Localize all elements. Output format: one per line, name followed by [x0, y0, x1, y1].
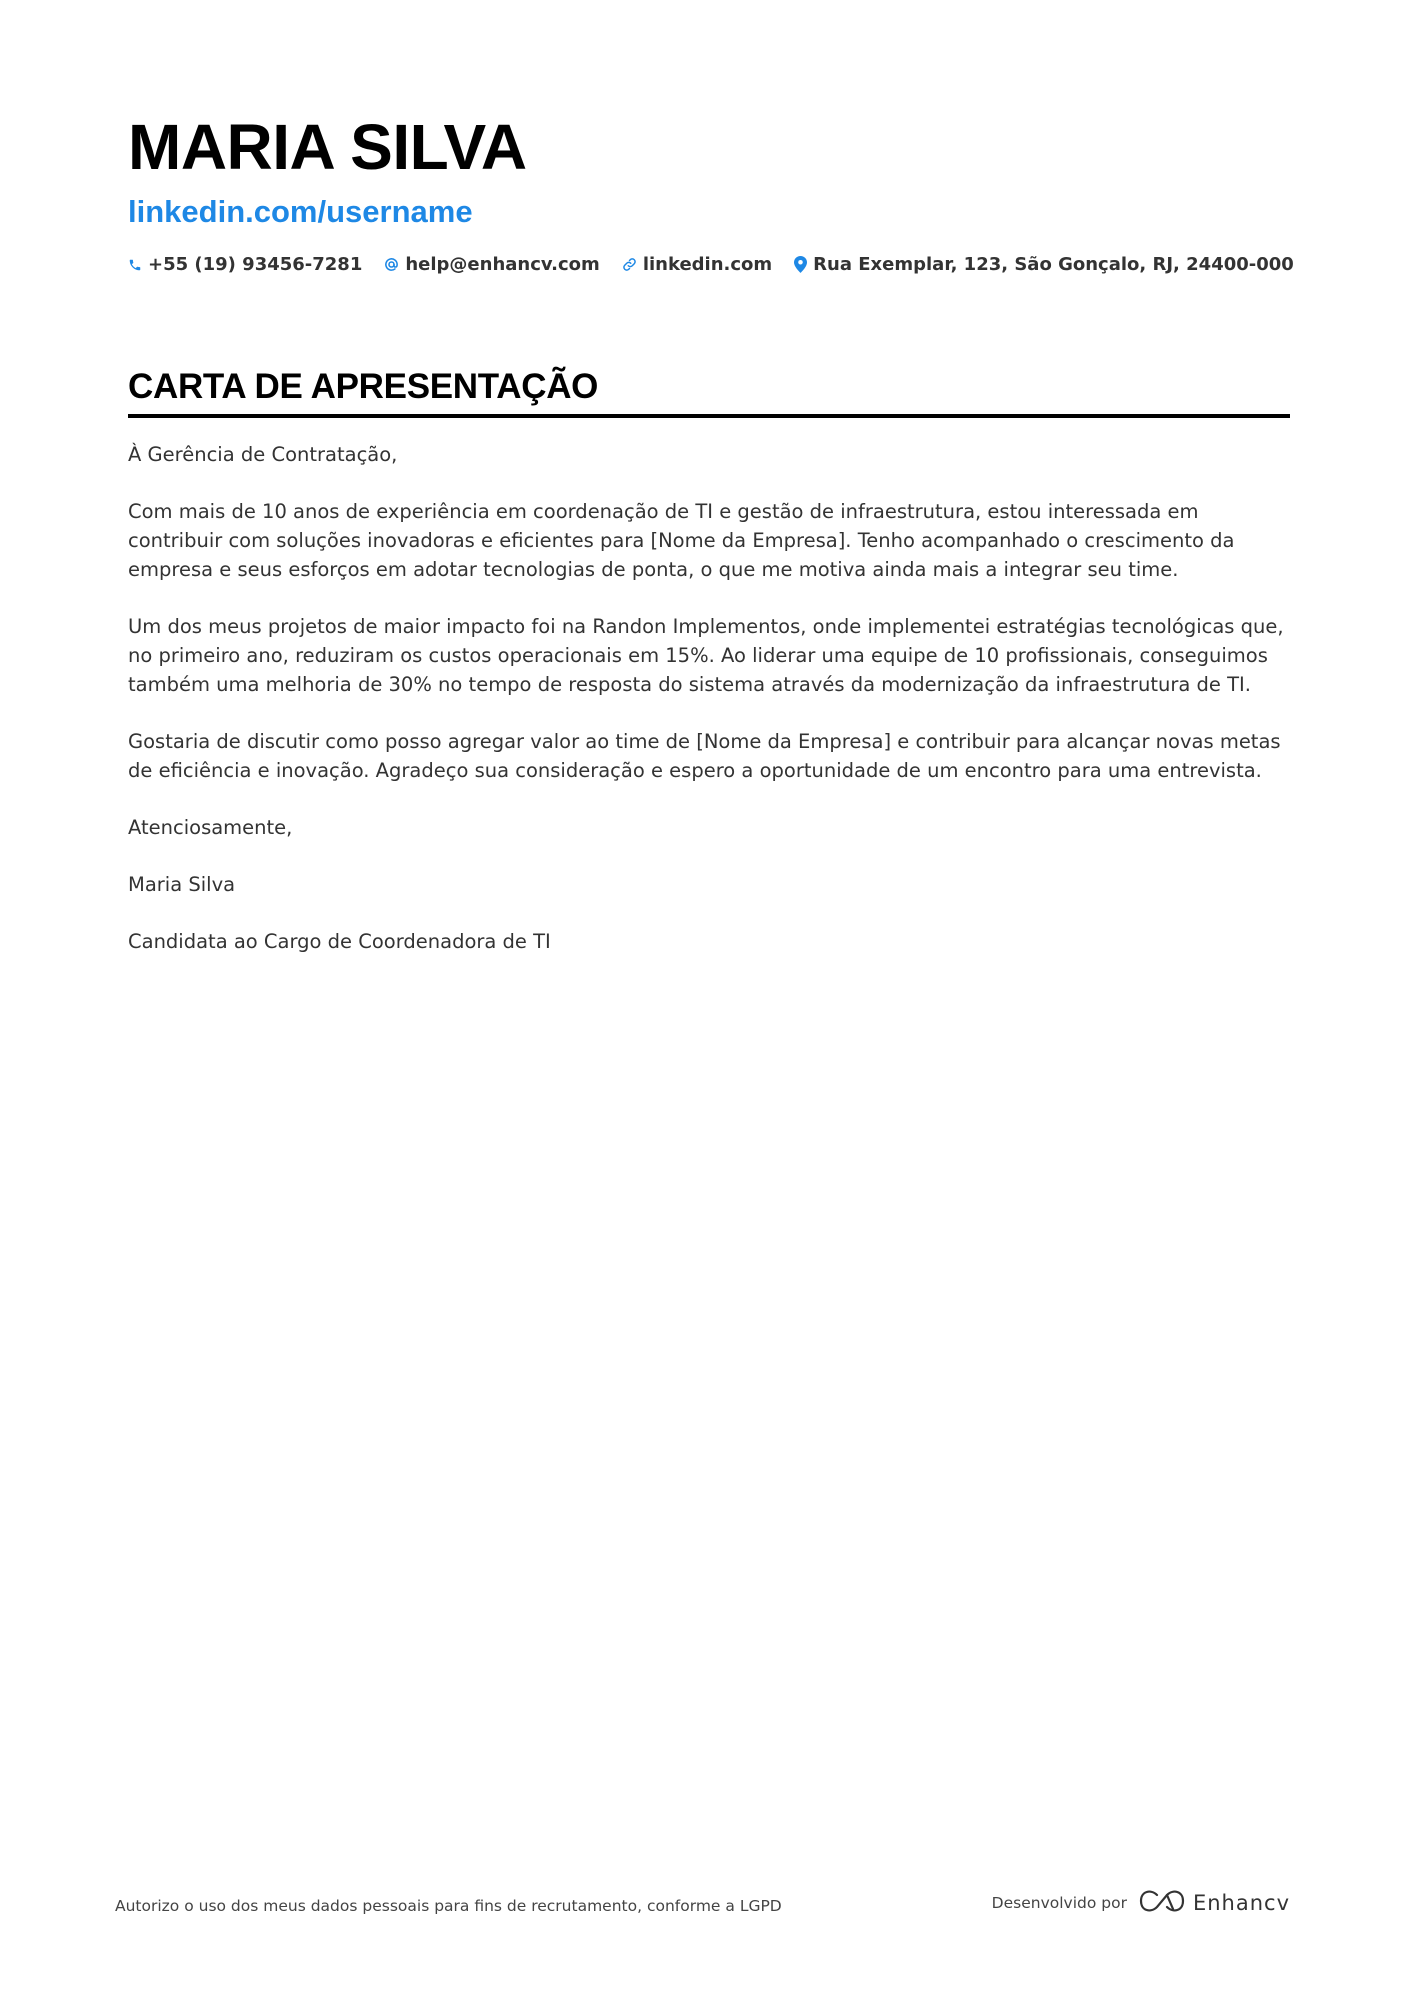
candidate-name: MARIA SILVA [128, 111, 527, 183]
brand-name: Enhancv [1192, 1891, 1290, 1915]
cover-letter-section [128, 364, 1290, 984]
link-icon [622, 257, 637, 272]
contact-address [794, 254, 1294, 275]
resume-header [128, 108, 1294, 275]
letter-signature: Maria Silva [128, 873, 236, 896]
contact-phone[interactable] [128, 254, 362, 275]
letter-paragraph: Um dos meus projetos de maior impacto foi na Randon Implementos, onde implementei estratégias tecnológicas que, no primeiro ano, reduziram os custos operacionais em 15%. Ao liderar uma equipe de 10 profissionais, conseguimos também uma melhoria de 30% no tempo de resposta do sistema através da modernização da infraestrutura de TI. [128, 615, 1284, 696]
at-icon [384, 257, 399, 272]
phone-text: +55 (19) 93456-7281 [148, 254, 363, 275]
lgpd-consent: Autorizo o uso dos meus dados pessoais para fins de recrutamento, conforme a LGPD [115, 1897, 782, 1915]
contact-link[interactable] [622, 254, 772, 275]
section-divider [128, 414, 1290, 418]
contact-bar [128, 254, 1294, 275]
letter-greeting: À Gerência de Contratação, [128, 443, 398, 466]
letter-paragraph: Gostaria de discutir como posso agregar valor ao time de [Nome da Empresa] e contribuir para alcançar novas metas de eficiência e inovação. Agradeço sua consideração e espero a oportunidade de um encontro para uma entrevista. [128, 730, 1281, 782]
powered-by[interactable] [992, 1889, 1290, 1917]
letter-paragraph: Com mais de 10 anos de experiência em coordenação de TI e gestão de infraestrutura, estou interessada em contribuir com soluções inovadoras e eficientes para [Nome da Empresa]. Tenho acompanhado o crescimento da empresa e seus esforços em adotar tecnologias de ponta, o que me motiva ainda mais a integrar seu time. [128, 500, 1235, 581]
letter-closing: Atenciosamente, [128, 816, 293, 839]
headline-link[interactable]: linkedin.com/username [128, 194, 473, 229]
letter-body [128, 440, 1290, 956]
enhancv-logo-icon [1139, 1889, 1185, 1917]
letter-role: Candidata ao Cargo de Coordenadora de TI [128, 930, 551, 953]
page-footer [115, 1885, 1290, 1925]
enhancv-brand [1139, 1889, 1290, 1917]
link-text: linkedin.com [642, 254, 773, 275]
phone-icon [128, 258, 142, 272]
section-title: CARTA DE APRESENTAÇÃO [128, 367, 599, 406]
location-pin-icon [794, 256, 807, 273]
contact-email[interactable] [384, 254, 599, 275]
email-text: help@enhancv.com [405, 254, 600, 275]
powered-by-label: Desenvolvido por [991, 1894, 1127, 1912]
address-text: Rua Exemplar, 123, São Gonçalo, RJ, 24400-000 [813, 254, 1294, 275]
